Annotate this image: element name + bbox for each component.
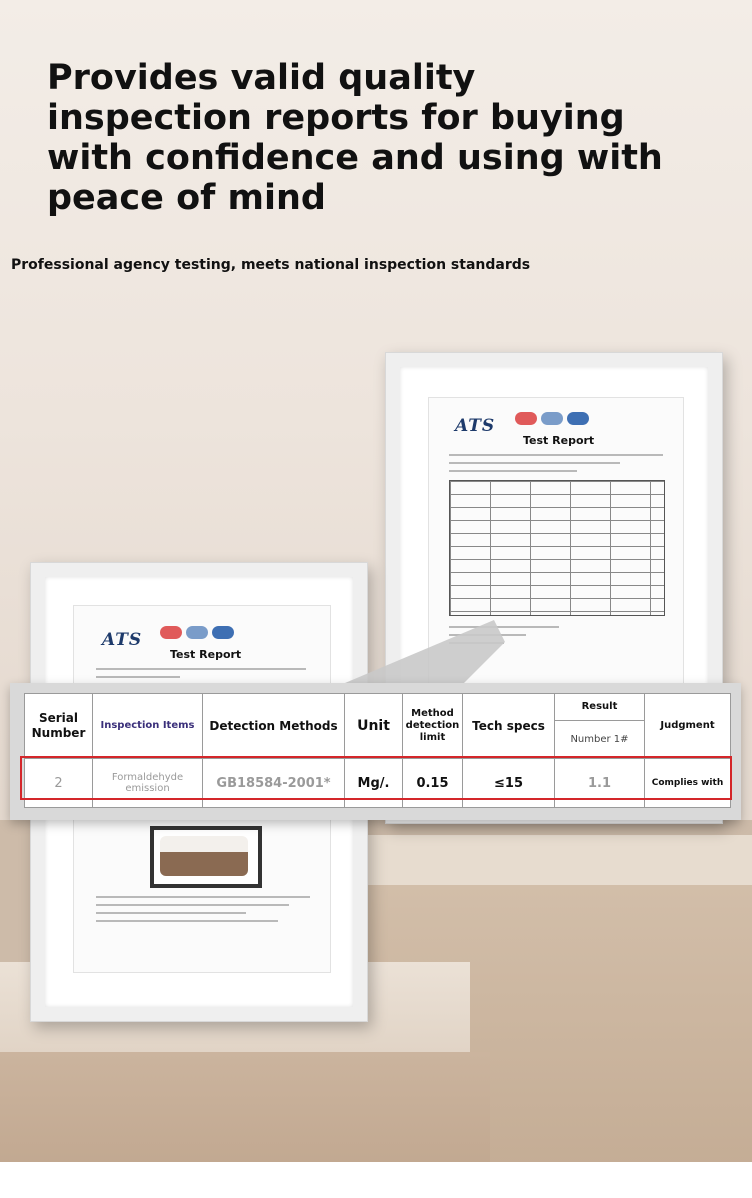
row-result: 1.1: [555, 759, 645, 808]
inspection-table: [24, 693, 731, 808]
report-title: Test Report: [523, 434, 595, 447]
row-serial: 2: [25, 759, 93, 808]
header-tech-specs: Tech specs: [463, 694, 555, 759]
row-unit: Mg/.: [345, 759, 403, 808]
header-detection-limit: Method detection limit: [403, 694, 463, 759]
zoomed-table-panel: [10, 683, 741, 820]
row-item: Formaldehyde emission: [93, 759, 203, 808]
header-number-1: Number 1#: [555, 721, 645, 759]
ats-logo: ATS: [455, 416, 496, 436]
subheadline: Professional agency testing, meets national inspection standards: [11, 257, 531, 273]
headline: Provides valid quality inspection reports for buying with confidence and using with peace of mind: [47, 58, 663, 218]
row-spec: ≤15: [463, 759, 555, 808]
header-inspection-items: Inspection Items: [93, 694, 203, 759]
row-judgment: Complies with: [645, 759, 731, 808]
row-limit: 0.15: [403, 759, 463, 808]
report-title: Test Report: [170, 648, 242, 661]
header-serial-number: Serial Number: [25, 694, 93, 759]
header-judgment: Judgment: [645, 694, 731, 759]
header-unit: Unit: [345, 694, 403, 759]
row-method: GB18584-2001*: [203, 759, 345, 808]
header-detection-methods: Detection Methods: [203, 694, 345, 759]
header-result: Result: [555, 694, 645, 721]
ats-logo: ATS: [102, 630, 143, 650]
